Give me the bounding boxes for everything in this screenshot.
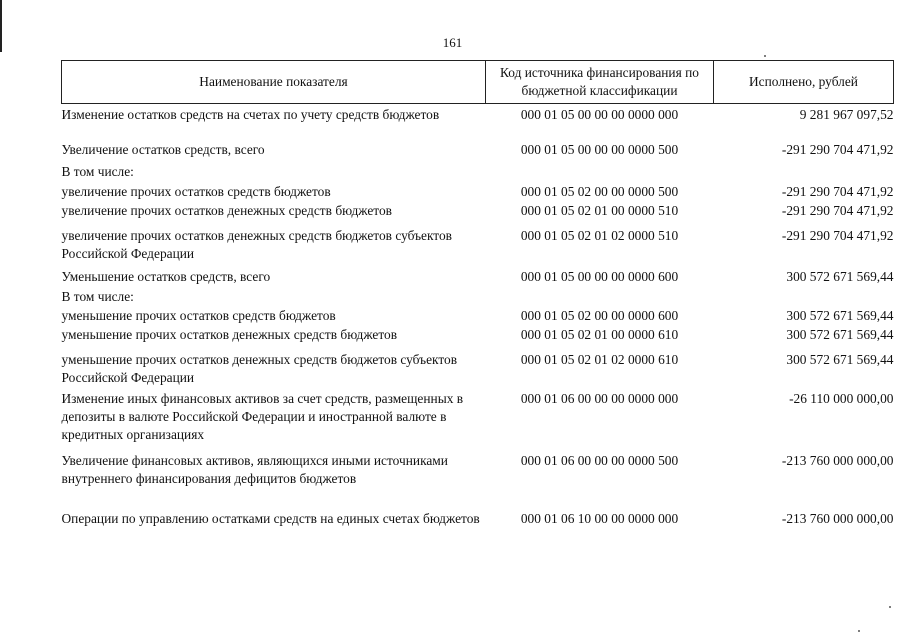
table-row <box>62 104 894 141</box>
header-code: Код источника финансирования по бюджетной классификации <box>486 61 714 104</box>
row-amount: -213 760 000 000,00 <box>781 452 894 468</box>
row-code: 000 01 06 00 00 00 0000 000 <box>520 390 679 406</box>
scan-speck <box>889 606 891 608</box>
table-row <box>62 351 894 390</box>
page-number: 161 <box>442 35 463 50</box>
scan-speck <box>764 55 766 57</box>
row-name: Изменение остатков средств на счетах по учету средств бюджетов <box>61 107 440 122</box>
table-row <box>62 326 894 351</box>
row-name: уменьшение прочих остатков денежных средств бюджетов субъектов Российской Федерации <box>61 351 458 385</box>
row-amount <box>714 288 894 307</box>
row-amount <box>714 163 894 183</box>
row-code: 000 01 05 02 01 02 0000 510 <box>520 227 679 243</box>
table-row <box>62 163 894 183</box>
row-amount: -291 290 704 471,92 <box>781 141 894 157</box>
row-name: Увеличение остатков средств, всего <box>61 141 265 157</box>
row-amount: 300 572 671 569,44 <box>786 307 894 323</box>
row-amount: -291 290 704 471,92 <box>781 183 894 199</box>
row-amount: -291 290 704 471,92 <box>781 202 894 218</box>
row-name: уменьшение прочих остатков денежных средств бюджетов <box>61 326 398 342</box>
table-row <box>62 227 894 268</box>
row-name: увеличение прочих остатков денежных средств бюджетов субъектов Российской Федерации <box>61 227 452 261</box>
row-name: Операции по управлению остатками средств на единых счетах бюджетов <box>61 510 480 526</box>
row-amount: 9 281 967 097,52 <box>799 107 894 122</box>
row-code: 000 01 06 10 00 00 0000 000 <box>520 510 679 526</box>
table-row <box>62 390 894 452</box>
row-name: увеличение прочих остатков денежных средств бюджетов <box>61 202 392 218</box>
table-row <box>62 183 894 202</box>
row-amount: 300 572 671 569,44 <box>786 351 894 367</box>
row-name: увеличение прочих остатков средств бюджетов <box>61 183 331 199</box>
table-row <box>62 452 894 510</box>
header-name: Наименование показателя <box>62 61 486 104</box>
row-amount: -291 290 704 471,92 <box>781 227 894 243</box>
table-row <box>62 510 894 548</box>
row-amount: 300 572 671 569,44 <box>786 326 894 342</box>
scan-speck <box>858 630 860 632</box>
row-code: 000 01 05 02 00 00 0000 500 <box>520 183 679 199</box>
row-name: Уменьшение остатков средств, всего <box>61 268 271 284</box>
row-code: 000 01 05 00 00 00 0000 500 <box>520 141 679 157</box>
table-row <box>62 202 894 227</box>
row-name: В том числе: <box>61 288 134 304</box>
table-row <box>62 268 894 288</box>
table-row <box>62 288 894 307</box>
row-code <box>486 288 714 307</box>
row-amount: 300 572 671 569,44 <box>786 268 894 284</box>
row-code <box>486 163 714 183</box>
header-amount: Исполнено, рублей <box>714 61 894 104</box>
row-code: 000 01 05 00 00 00 0000 600 <box>520 268 679 284</box>
row-code: 000 01 05 02 00 00 0000 600 <box>520 307 679 323</box>
row-amount: -213 760 000 000,00 <box>781 510 894 526</box>
table-row <box>62 141 894 163</box>
row-name: Увеличение финансовых активов, являющихся иными источниками внутреннего финансирования дефицитов бюджетов <box>61 452 448 486</box>
row-code: 000 01 05 02 01 00 0000 610 <box>520 326 679 342</box>
budget-sources-table <box>61 60 894 548</box>
table-header-row <box>62 61 894 104</box>
row-code: 000 01 05 00 00 00 0000 000 <box>520 107 679 122</box>
row-code: 000 01 06 00 00 00 0000 500 <box>520 452 679 468</box>
row-name: В том числе: <box>61 163 134 179</box>
row-name: Изменение иных финансовых активов за счет средств, размещенных в депозиты в валюте Российской Федерации и иностранной валюте в кредитных организациях <box>61 390 464 442</box>
row-code: 000 01 05 02 01 02 0000 610 <box>520 351 679 367</box>
row-name: уменьшение прочих остатков средств бюджетов <box>61 307 336 323</box>
table-row <box>62 307 894 326</box>
row-amount: -26 110 000 000,00 <box>789 390 894 406</box>
row-code: 000 01 05 02 01 00 0000 510 <box>520 202 679 218</box>
